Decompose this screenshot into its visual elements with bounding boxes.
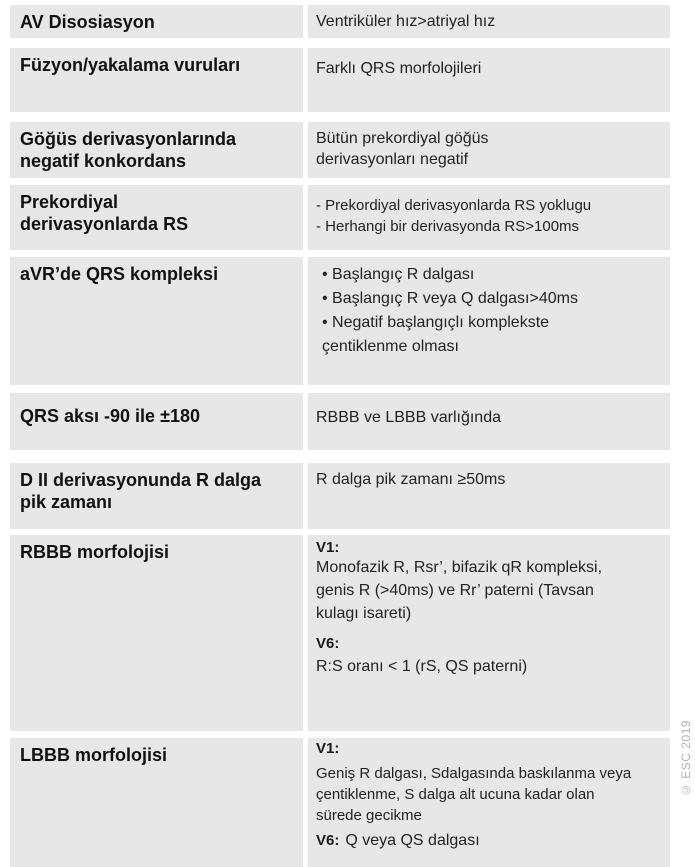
table-row xyxy=(10,463,670,529)
criterion-label: Göğüs derivasyonlarında negatif konkordans xyxy=(20,129,237,171)
list-item: - Herhangi bir derivasyonda RS>100ms xyxy=(316,218,580,235)
lead-label-v6: V6: xyxy=(316,635,340,652)
description-cell xyxy=(308,185,670,250)
description-text: Bütün prekordiyal göğüs derivasyonları negatif xyxy=(316,130,489,168)
list-item: • Negatif başlangıçlı komplekste çentiklenme olması xyxy=(322,314,550,355)
v6-line xyxy=(316,830,660,851)
description-cell xyxy=(308,535,670,731)
list-item: - Prekordiyal derivasyonlarda RS yoklugu xyxy=(316,197,592,214)
copyright-watermark: © ESC 2019 xyxy=(679,719,693,797)
description-text: Monofazik R, Rsr’, bifazik qR kompleksi, genis R (>40ms) ve Rr’ paterni (Tavsan kulagı isareti) xyxy=(316,559,603,622)
criterion-label: Füzyon/yakalama vuruları xyxy=(20,55,241,75)
list-item: • Başlangıç R dalgası xyxy=(322,266,475,283)
description-text: Farklı QRS morfolojileri xyxy=(316,60,482,77)
table-row xyxy=(10,393,670,450)
description-text: Q veya QS dalgası xyxy=(345,832,480,849)
description-cell xyxy=(308,122,670,178)
criterion-cell xyxy=(10,535,303,731)
criterion-label: D II derivasyonunda R dalga pik zamanı xyxy=(20,470,262,512)
description-cell xyxy=(308,463,670,529)
criterion-cell xyxy=(10,185,303,250)
criterion-cell xyxy=(10,393,303,450)
criterion-label: aVR’de QRS kompleksi xyxy=(20,264,219,284)
description-cell xyxy=(308,393,670,450)
description-text: Geniş R dalgası, Sdalgasında baskılanma veya çentiklenme, S dalga alt ucuna kadar olan sürede gecikme xyxy=(316,765,632,824)
description-text: R dalga pik zamanı ≥50ms xyxy=(316,471,506,488)
criterion-cell xyxy=(10,257,303,385)
criterion-label: AV Disosiasyon xyxy=(20,12,155,32)
lead-label-v1: V1: xyxy=(316,740,340,757)
table-row xyxy=(10,257,670,385)
criterion-cell xyxy=(10,5,303,38)
criterion-label: Prekordiyal derivasyonlarda RS xyxy=(20,192,189,234)
criterion-cell xyxy=(10,738,303,867)
criterion-cell xyxy=(10,48,303,112)
table-row xyxy=(10,738,670,867)
description-cell xyxy=(308,5,670,38)
criterion-label: QRS aksı -90 ile ±180 xyxy=(20,406,200,426)
criterion-label: LBBB morfolojisi xyxy=(20,745,167,765)
list-item: • Başlangıç R veya Q dalgası>40ms xyxy=(322,290,578,307)
lead-label-v6: V6: xyxy=(316,832,340,849)
table-row xyxy=(10,48,670,112)
criterion-cell xyxy=(10,463,303,529)
table-row xyxy=(10,122,670,178)
description-text: R:S oranı < 1 (rS, QS paterni) xyxy=(316,658,528,675)
description-cell xyxy=(308,738,670,867)
description-text: Ventriküler hız>atriyal hız xyxy=(316,13,496,30)
table-row xyxy=(10,5,670,38)
table-row xyxy=(10,535,670,731)
description-text: RBBB ve LBBB varlığında xyxy=(316,409,501,426)
description-cell xyxy=(308,48,670,112)
criterion-cell xyxy=(10,122,303,178)
table-row xyxy=(10,185,670,250)
description-cell xyxy=(308,257,670,385)
lead-label-v1: V1: xyxy=(316,539,340,556)
criterion-label: RBBB morfolojisi xyxy=(20,542,170,562)
